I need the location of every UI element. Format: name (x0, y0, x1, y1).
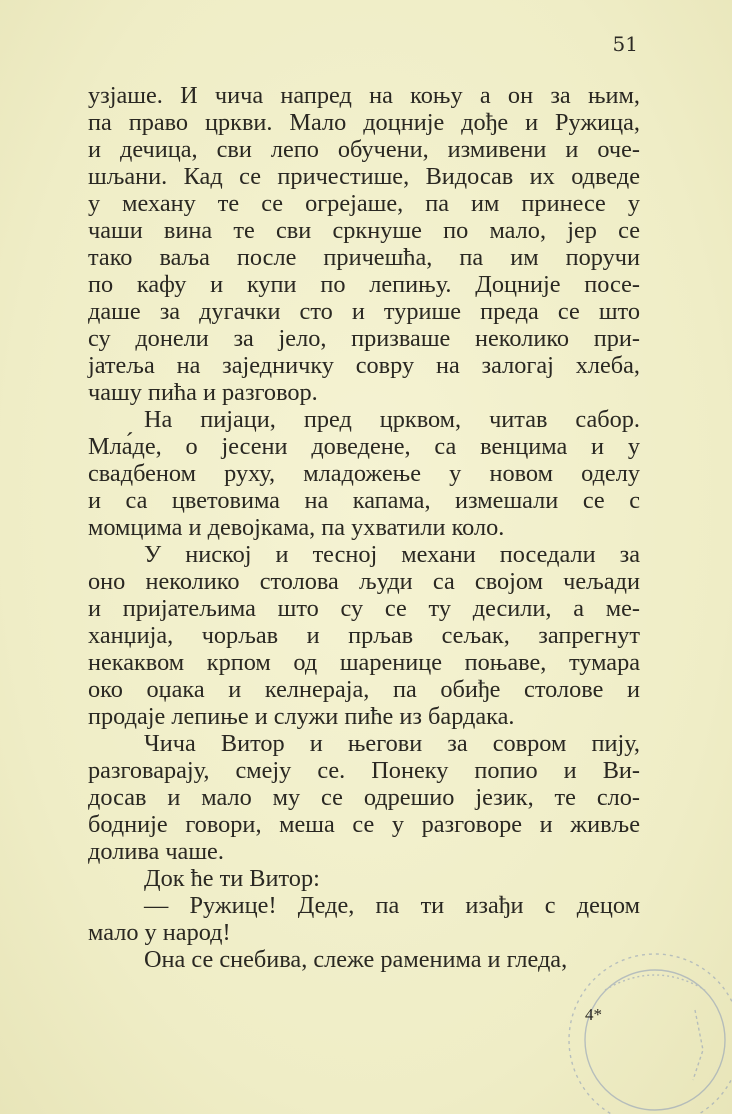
text-line: су донели за јело, призваше неколико при- (88, 325, 640, 352)
text-line: досав и мало му се одрешио језик, те сло- (88, 784, 640, 811)
signature-mark: 4* (585, 1005, 602, 1024)
text-line: Док ће ти Витор: (144, 865, 320, 892)
text-line: чашу пића и разговор. (88, 379, 318, 406)
text-line: и пријатељима што су се ту десили, а ме- (88, 595, 640, 622)
text-line: ханџија, чорљав и прљав сељак, запрегнут (88, 622, 640, 649)
text-line: јатеља на заједничку совру на залогај хлеба, (88, 352, 640, 379)
text-line: и дечица, сви лепо обучени, измивени и оче- (88, 136, 640, 163)
text-line: Она се снебива, слеже раменима и гледа, (144, 946, 568, 973)
text-line: по кафу и купи по лепињу. Доцније посе- (88, 271, 640, 298)
text-line: шљани. Кад се причестише, Видосав их одведе (88, 163, 640, 190)
library-stamp (545, 930, 732, 1114)
text-line: — Ружице! Деде, па ти изађи с децом (144, 892, 640, 919)
text-line: Мла́де, о јесени доведене, са венцима и у (88, 433, 640, 460)
text-line: Чича Витор и његови за совром пију, (144, 730, 640, 757)
text-line: и са цветовима на капама, измешали се с (88, 487, 640, 514)
text-line: разговарају, смеју се. Понеку попио и Ви- (88, 757, 640, 784)
text-line: у механу те се огрејаше, па им принесе у (88, 190, 640, 217)
text-line: момцима и девојкама, па ухватили коло. (88, 514, 505, 541)
text-line: даше за дугачки сто и турише преда се што (88, 298, 640, 325)
text-line: узјаше. И чича напред на коњу а он за њим, (88, 82, 640, 109)
text-line: па право цркви. Мало доцније дође и Ружица, (88, 109, 640, 136)
body-text (88, 82, 640, 973)
text-line: На пијаци, пред црквом, читав сабор. (144, 406, 640, 433)
text-line: свадбеном руху, младожење у новом оделу (88, 460, 640, 487)
text-line: У ниској и тесној механи поседали за (144, 541, 640, 568)
text-line: тако ваља после причешћа, па им поручи (88, 244, 640, 271)
text-line: бодније говори, меша се у разговоре и живље (88, 811, 640, 838)
text-line: око оџака и келнераја, па обиђе столове и (88, 676, 640, 703)
text-line: оно неколико столова људи са својом чељади (88, 568, 640, 595)
page-number: 51 (612, 32, 638, 56)
text-line: чаши вина те сви сркнуше по мало, јер се (88, 217, 640, 244)
text-line: мало у народ! (88, 919, 231, 946)
text-line: продаје лепиње и служи пиће из бардака. (88, 703, 515, 730)
text-line: некаквом крпом од шаренице поњаве, тумара (88, 649, 640, 676)
text-line: долива чаше. (88, 838, 224, 865)
